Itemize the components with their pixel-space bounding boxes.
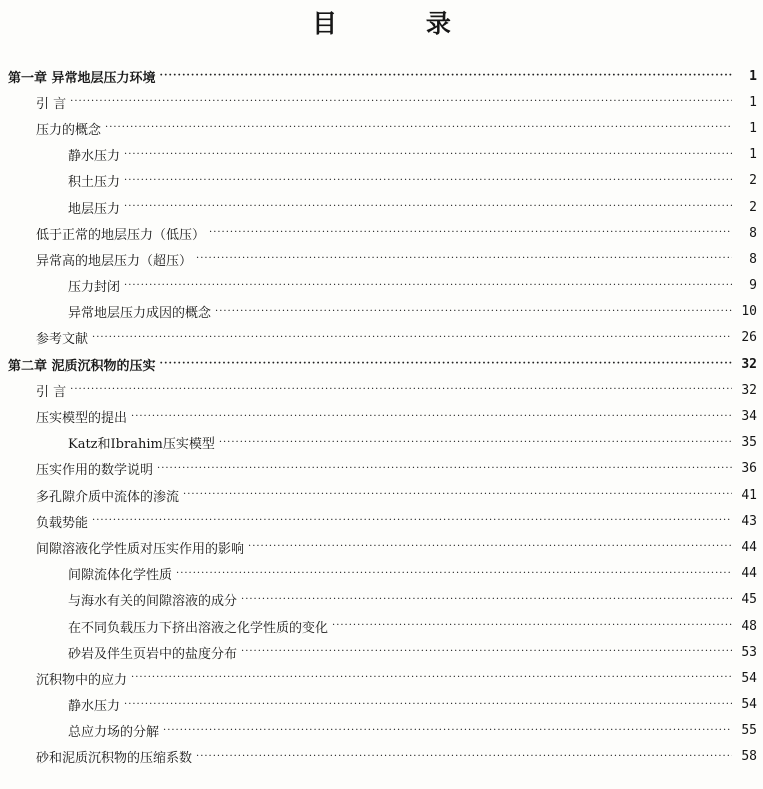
toc-entry-label: 引 言 (36, 96, 67, 112)
dot-leader (131, 412, 732, 422)
dot-leader (124, 150, 732, 160)
dot-leader (160, 71, 732, 81)
dot-leader (241, 595, 732, 605)
toc-entry-row (0, 665, 763, 691)
toc-entry-label: 第一章 异常地层压力环境 (8, 70, 156, 86)
toc-entry-row (0, 718, 763, 744)
toc-page-number: 45 (741, 592, 757, 608)
toc-entry-row (0, 587, 763, 613)
toc-entry-row (0, 115, 763, 141)
dot-leader (70, 97, 732, 107)
dot-leader (248, 542, 732, 552)
dot-leader (105, 123, 732, 133)
toc-page-number: 54 (741, 697, 757, 713)
toc-entry-label: 第二章 泥质沉积物的压实 (8, 358, 156, 374)
toc-entry-label: 间隙流体化学性质 (68, 568, 173, 584)
toc-page-number: 1 (749, 68, 757, 84)
toc-entry-label: 间隙溶液化学性质对压实作用的影响 (36, 541, 245, 557)
dot-leader (124, 176, 732, 186)
toc-chapter-row (0, 63, 763, 89)
toc-entry-label: 沉积物中的应力 (36, 672, 128, 688)
toc-entry-label: 与海水有关的间隙溶液的成分 (68, 594, 238, 610)
dot-leader (332, 621, 732, 631)
toc-entry-label: 总应力场的分解 (68, 725, 160, 741)
dot-leader (92, 516, 732, 526)
toc-page-number: 1 (749, 147, 757, 163)
toc-entry-row (0, 168, 763, 194)
toc-entry-label: 引 言 (36, 384, 67, 400)
toc-entry-row (0, 299, 763, 325)
toc-page-number: 10 (741, 304, 757, 320)
toc-entry-label: 地层压力 (68, 201, 121, 217)
toc-entry-row (0, 273, 763, 299)
toc-page-number: 2 (749, 173, 757, 189)
toc-entry-row (0, 482, 763, 508)
dot-leader (219, 438, 732, 448)
toc-entry-row (0, 220, 763, 246)
toc-page-number: 35 (741, 435, 757, 451)
toc-page-number: 9 (749, 278, 757, 294)
toc-page-number: 44 (741, 566, 757, 582)
dot-leader (70, 385, 732, 395)
dot-leader (163, 726, 732, 736)
toc-entry-label: 异常地层压力成因的概念 (68, 306, 212, 322)
dot-leader (131, 673, 732, 683)
toc-entry-label: 压力的概念 (36, 122, 102, 138)
page-title: 目 录 (312, 9, 491, 38)
toc-entry-row (0, 403, 763, 429)
dot-leader (215, 307, 732, 317)
toc-entry-label: 参考文献 (36, 332, 89, 348)
toc-page-number: 32 (741, 356, 757, 372)
dot-leader (196, 752, 732, 762)
toc-page-number: 1 (749, 94, 757, 110)
toc-entry-row (0, 194, 763, 220)
toc-entry-row (0, 639, 763, 665)
toc-entry-label: 压实作用的数学说明 (36, 463, 154, 479)
dot-leader (160, 359, 732, 369)
dot-leader (92, 333, 732, 343)
toc-entry-label: 多孔隙介质中流体的渗流 (36, 489, 180, 505)
toc-page-number: 48 (741, 618, 757, 634)
dot-leader (176, 569, 732, 579)
toc-entry-label: Katz和Ibrahim压实模型 (68, 437, 215, 453)
toc-entry-label: 负载势能 (36, 515, 89, 531)
dot-leader (124, 202, 732, 212)
toc-page-number: 2 (749, 199, 757, 215)
toc-page-number: 43 (741, 513, 757, 529)
dot-leader (196, 254, 732, 264)
toc-entry-row (0, 377, 763, 403)
toc-entry-row (0, 534, 763, 560)
toc-page-number: 26 (741, 330, 757, 346)
toc-entry-label: 静水压力 (68, 699, 121, 715)
toc-entry-row (0, 692, 763, 718)
toc-page-number: 54 (741, 670, 757, 686)
toc-page-number: 53 (741, 644, 757, 660)
toc-entry-row (0, 456, 763, 482)
toc-page-number: 8 (749, 225, 757, 241)
toc-entry-row (0, 246, 763, 272)
dot-leader (209, 228, 732, 238)
toc-entry-row (0, 89, 763, 115)
toc-entry-row (0, 430, 763, 456)
toc-page-number: 44 (741, 539, 757, 555)
toc-entry-row (0, 508, 763, 534)
toc-page-number: 8 (749, 251, 757, 267)
toc-entry-label: 在不同负载压力下挤出溶液之化学性质的变化 (68, 620, 329, 636)
toc-entry-label: 低于正常的地层压力（低压） (36, 227, 206, 243)
dot-leader (241, 647, 732, 657)
toc-entry-row (0, 142, 763, 168)
toc-entry-row (0, 325, 763, 351)
toc-entry-label: 异常高的地层压力（超压） (36, 253, 193, 269)
toc-entry-label: 压力封闭 (68, 280, 121, 296)
toc-page-number: 34 (741, 409, 757, 425)
toc-chapter-row (0, 351, 763, 377)
dot-leader (157, 464, 732, 474)
toc-page-number: 58 (741, 749, 757, 765)
dot-leader (124, 700, 732, 710)
toc-page-number: 1 (749, 120, 757, 136)
toc-page-number: 55 (741, 723, 757, 739)
toc-entry-row (0, 744, 763, 770)
toc-entry-label: 砂和泥质沉积物的压缩系数 (36, 751, 193, 767)
dot-leader (124, 281, 732, 291)
toc-page-number: 32 (741, 382, 757, 398)
toc-entry-label: 静水压力 (68, 149, 121, 165)
dot-leader (183, 490, 732, 500)
toc-entry-row (0, 613, 763, 639)
toc-entry-label: 砂岩及伴生页岩中的盐度分布 (68, 646, 238, 662)
toc-entry-label: 压实模型的提出 (36, 411, 128, 427)
toc-entry-row (0, 561, 763, 587)
toc-entry-label: 积土压力 (68, 175, 121, 191)
table-of-contents (0, 63, 763, 770)
toc-page-number: 41 (741, 487, 757, 503)
toc-page-number: 36 (741, 461, 757, 477)
